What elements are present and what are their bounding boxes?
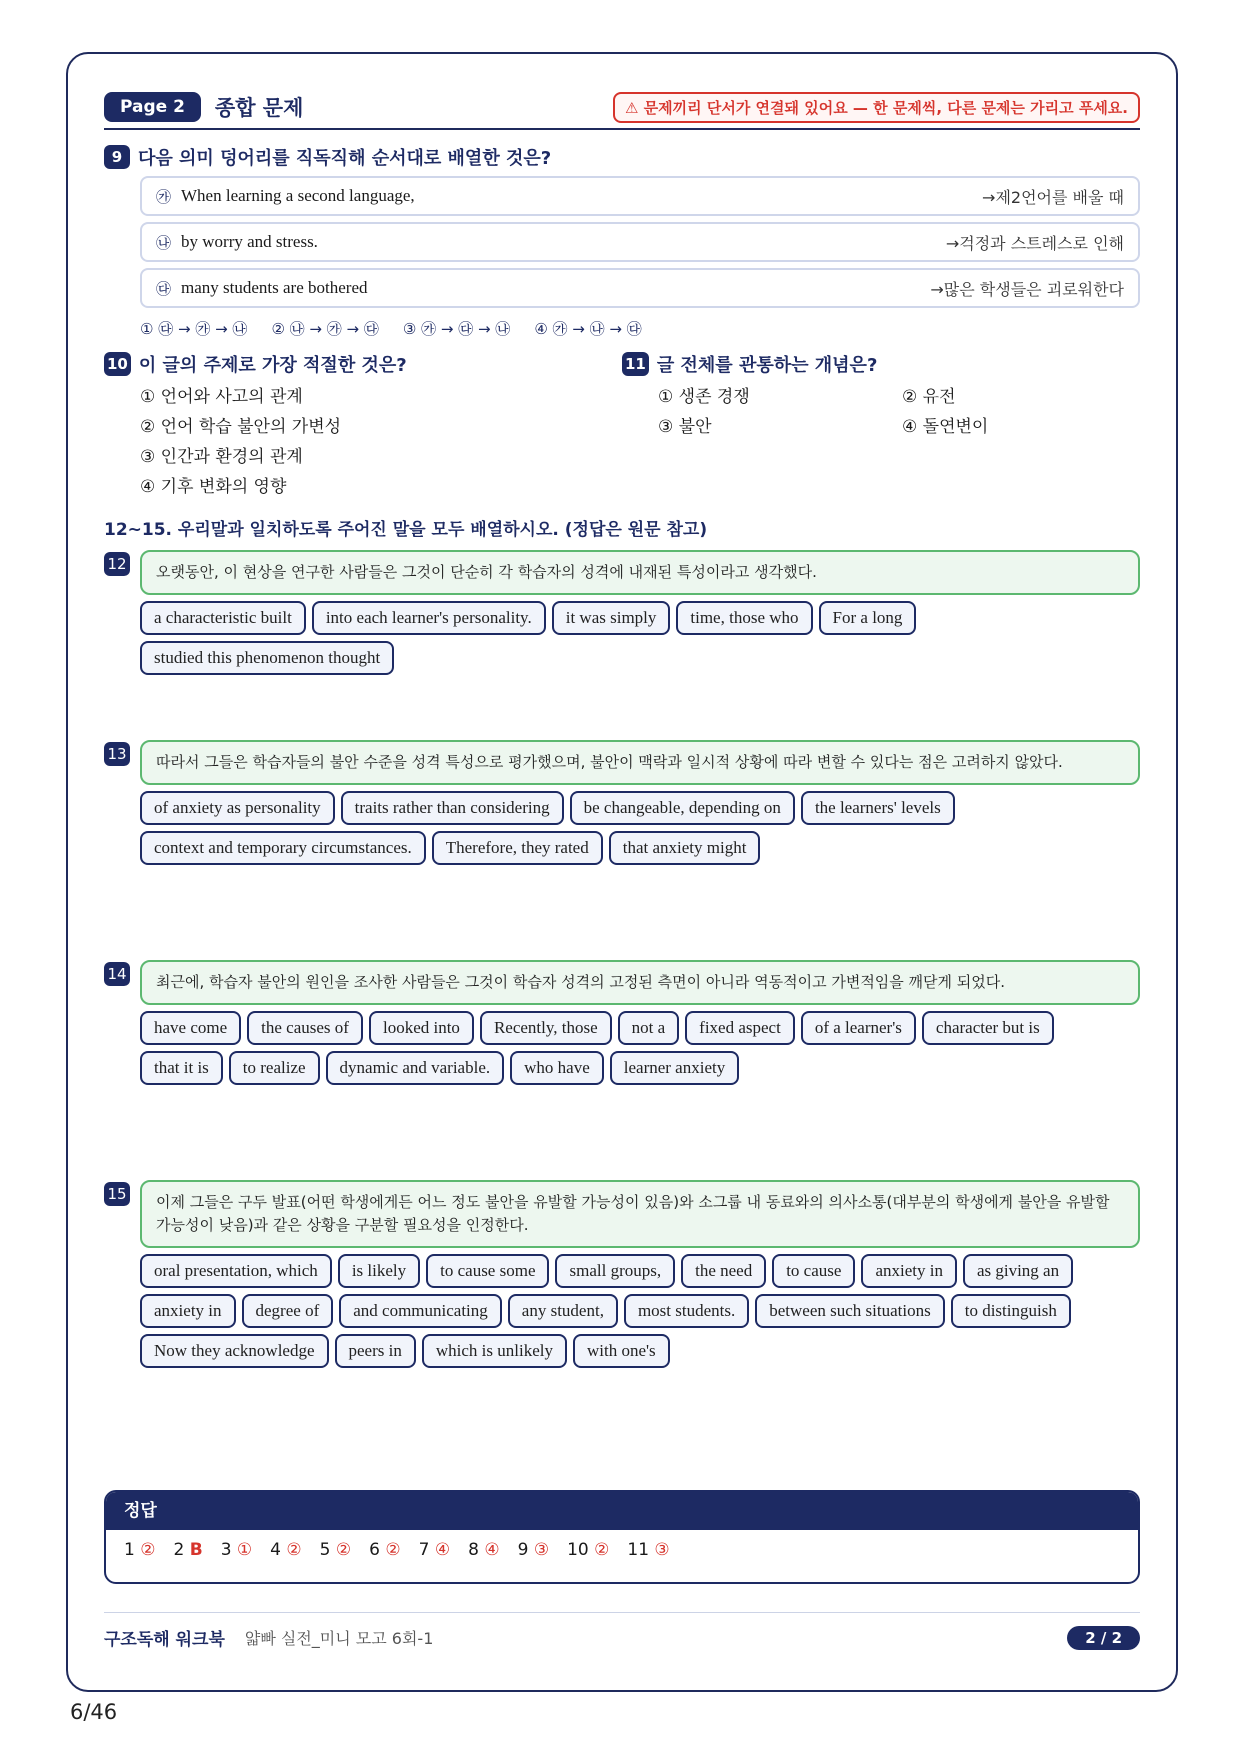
chunk-row — [140, 222, 1140, 262]
word-tile[interactable]: any student, — [508, 1294, 618, 1328]
word-tile[interactable]: not a — [618, 1011, 680, 1045]
word-tile[interactable]: time, those who — [676, 601, 812, 635]
chunk-row — [140, 268, 1140, 308]
option-1[interactable]: ① 생존 경쟁 — [658, 387, 750, 407]
word-tile[interactable]: context and temporary circumstances. — [140, 831, 426, 865]
answer-item: 1 ② — [124, 1540, 156, 1560]
word-tile[interactable]: between such situations — [755, 1294, 944, 1328]
answer-item: 5 ② — [319, 1540, 352, 1560]
korean-sentence: 이제 그들은 구두 발표(어떤 학생에게든 어느 정도 불안을 유발할 가능성이 있음)와 소그룹 내 동료와의 의사소통(대부분의 학생에게 불안을 유발할 가능성이 낮음)과 같은 상황을 구분할 필요성을 인정한다. — [140, 1180, 1140, 1248]
word-tile[interactable]: learner anxiety — [610, 1051, 739, 1085]
footer-brand: 구조독해 워크북 — [104, 1630, 225, 1650]
answer-key-title: 정답 — [106, 1492, 1138, 1530]
page-count: 6/46 — [70, 1700, 118, 1724]
word-tile[interactable]: Recently, those — [480, 1011, 612, 1045]
answer-item: 2 B — [173, 1540, 203, 1560]
word-tile[interactable]: it was simply — [552, 601, 671, 635]
korean-sentence: 따라서 그들은 학습자들의 불안 수준을 성격 특성으로 평가했으며, 불안이 맥락과 일시적 상황에 따라 변할 수 있다는 점은 고려하지 않았다. — [140, 740, 1140, 785]
answer-options — [140, 318, 1140, 339]
word-tile[interactable]: oral presentation, which — [140, 1254, 332, 1288]
answer-item: 9 ③ — [517, 1540, 550, 1560]
section-title: 12~15. 우리말과 일치하도록 주어진 말을 모두 배열하시오. (정답은 원문 참고) — [104, 520, 708, 540]
word-tile[interactable]: be changeable, depending on — [570, 791, 795, 825]
option-4[interactable]: ④ 기후 변화의 영향 — [140, 477, 287, 497]
question-number: 14 — [104, 962, 130, 986]
question-number: 15 — [104, 1182, 130, 1206]
chunk-english: many students are bothered — [181, 278, 368, 297]
word-tile[interactable]: character but is — [922, 1011, 1054, 1045]
korean-sentence: 오랫동안, 이 현상을 연구한 사람들은 그것이 단순히 각 학습자의 성격에 내재된 특성이라고 생각했다. — [140, 550, 1140, 595]
answer-item: 4 ② — [270, 1540, 302, 1560]
word-tile[interactable]: small groups, — [555, 1254, 675, 1288]
answer-item: 3 ① — [220, 1540, 253, 1560]
worksheet-content — [104, 90, 1140, 1368]
word-tile[interactable]: Now they acknowledge — [140, 1334, 329, 1368]
word-tile[interactable]: into each learner's personality. — [312, 601, 546, 635]
warning-banner: ⚠ 문제끼리 단서가 연결돼 있어요 — 한 문제씩, 다른 문제는 가리고 푸세요. — [613, 92, 1140, 123]
word-tile[interactable]: looked into — [369, 1011, 474, 1045]
word-tile[interactable]: of a learner's — [801, 1011, 916, 1045]
answer-item: 8 ④ — [468, 1540, 500, 1560]
word-tiles — [140, 791, 1140, 865]
option-1[interactable]: ① ㉰ → ㉮ → ㉯ — [140, 320, 248, 338]
option-3[interactable]: ③ ㉮ → ㉰ → ㉯ — [402, 320, 511, 338]
word-tile[interactable]: a characteristic built — [140, 601, 306, 635]
word-tile[interactable]: For a long — [819, 601, 917, 635]
page-header — [104, 90, 1140, 130]
chunk-english: by worry and stress. — [181, 232, 318, 251]
option-3[interactable]: ③ 불안 — [658, 417, 712, 437]
word-tile[interactable]: to cause — [772, 1254, 855, 1288]
word-tile[interactable]: and communicating — [339, 1294, 502, 1328]
page-title: 종합 문제 — [214, 96, 304, 120]
chunk-mark: ㉯ — [156, 233, 172, 252]
question-13 — [104, 740, 1140, 930]
questions-10-11 — [104, 351, 1140, 497]
chunk-english: When learning a second language, — [181, 186, 415, 205]
word-tile[interactable]: fixed aspect — [685, 1011, 795, 1045]
answer-item: 7 ④ — [418, 1540, 451, 1560]
question-10 — [104, 351, 622, 497]
question-9 — [104, 144, 1140, 339]
word-tile[interactable]: anxiety in — [861, 1254, 957, 1288]
word-tile[interactable]: to cause some — [426, 1254, 549, 1288]
word-tile[interactable]: of anxiety as personality — [140, 791, 335, 825]
word-tiles — [140, 1011, 1140, 1085]
word-tile[interactable]: most students. — [624, 1294, 749, 1328]
question-prompt: 글 전체를 관통하는 개념은? — [656, 355, 878, 376]
chunk-mark: ㉮ — [156, 187, 172, 206]
chunk-korean: →많은 학생들은 괴로워한다 — [930, 279, 1124, 299]
word-tile[interactable]: that it is — [140, 1051, 223, 1085]
question-number: 13 — [104, 742, 130, 766]
word-tile[interactable]: who have — [510, 1051, 604, 1085]
word-tile[interactable]: with one's — [573, 1334, 670, 1368]
word-tile[interactable]: which is unlikely — [422, 1334, 567, 1368]
question-number: 11 — [622, 352, 649, 376]
question-number: 12 — [104, 552, 130, 576]
answer-key — [104, 1490, 1140, 1584]
word-tile[interactable]: the need — [681, 1254, 766, 1288]
option-3[interactable]: ③ 인간과 환경의 관계 — [140, 447, 303, 467]
word-tile[interactable]: degree of — [242, 1294, 334, 1328]
word-tile[interactable]: anxiety in — [140, 1294, 236, 1328]
answer-item: 10 ② — [567, 1540, 610, 1560]
answer-item: 6 ② — [369, 1540, 401, 1560]
word-tile[interactable]: the causes of — [247, 1011, 363, 1045]
question-15 — [104, 1180, 1140, 1368]
word-tile[interactable]: studied this phenomenon thought — [140, 641, 394, 675]
option-4[interactable]: ④ 돌연변이 — [902, 417, 989, 437]
option-2[interactable]: ② 언어 학습 불안의 가변성 — [140, 417, 342, 437]
chunk-mark: ㉰ — [156, 279, 172, 298]
word-tile[interactable]: to realize — [229, 1051, 320, 1085]
question-prompt: 이 글의 주제로 가장 적절한 것은? — [138, 355, 407, 376]
word-tile[interactable]: peers in — [335, 1334, 416, 1368]
question-number: 9 — [104, 145, 130, 169]
option-4[interactable]: ④ ㉮ → ㉯ → ㉰ — [534, 320, 642, 338]
word-tile[interactable]: is likely — [338, 1254, 420, 1288]
chunk-korean: →걱정과 스트레스로 인해 — [945, 233, 1124, 253]
option-2[interactable]: ② 유전 — [902, 387, 956, 407]
question-prompt: 다음 의미 덩어리를 직독직해 순서대로 배열한 것은? — [138, 148, 552, 169]
option-2[interactable]: ② ㉯ → ㉮ → ㉰ — [271, 320, 379, 338]
word-tile[interactable]: traits rather than considering — [341, 791, 564, 825]
page-footer — [104, 1612, 1140, 1650]
word-tile[interactable]: dynamic and variable. — [326, 1051, 505, 1085]
question-12 — [104, 550, 1140, 680]
question-number: 10 — [104, 352, 131, 376]
word-tile[interactable]: have come — [140, 1011, 241, 1045]
word-tiles — [140, 1254, 1140, 1368]
word-tile[interactable]: to distinguish — [951, 1294, 1071, 1328]
chunk-row — [140, 176, 1140, 216]
korean-sentence: 최근에, 학습자 불안의 원인을 조사한 사람들은 그것이 학습자 성격의 고정된 측면이 아니라 역동적이고 가변적임을 깨닫게 되었다. — [140, 960, 1140, 1005]
answer-list — [106, 1530, 1138, 1570]
word-tile[interactable]: as giving an — [963, 1254, 1073, 1288]
word-tiles — [140, 601, 1140, 675]
page-badge: Page 2 — [104, 92, 201, 122]
question-14 — [104, 960, 1140, 1150]
question-11 — [622, 351, 1140, 497]
answer-item: 11 ③ — [627, 1540, 670, 1560]
option-1[interactable]: ① 언어와 사고의 관계 — [140, 387, 303, 407]
footer-pager: 2 / 2 — [1067, 1626, 1140, 1650]
word-tile[interactable]: the learners' levels — [801, 791, 955, 825]
chunk-korean: →제2언어를 배울 때 — [982, 187, 1124, 207]
word-tile[interactable]: that anxiety might — [609, 831, 761, 865]
footer-subtitle: 얇빠 실전_미니 모고 6회-1 — [244, 1629, 434, 1648]
word-tile[interactable]: Therefore, they rated — [432, 831, 603, 865]
